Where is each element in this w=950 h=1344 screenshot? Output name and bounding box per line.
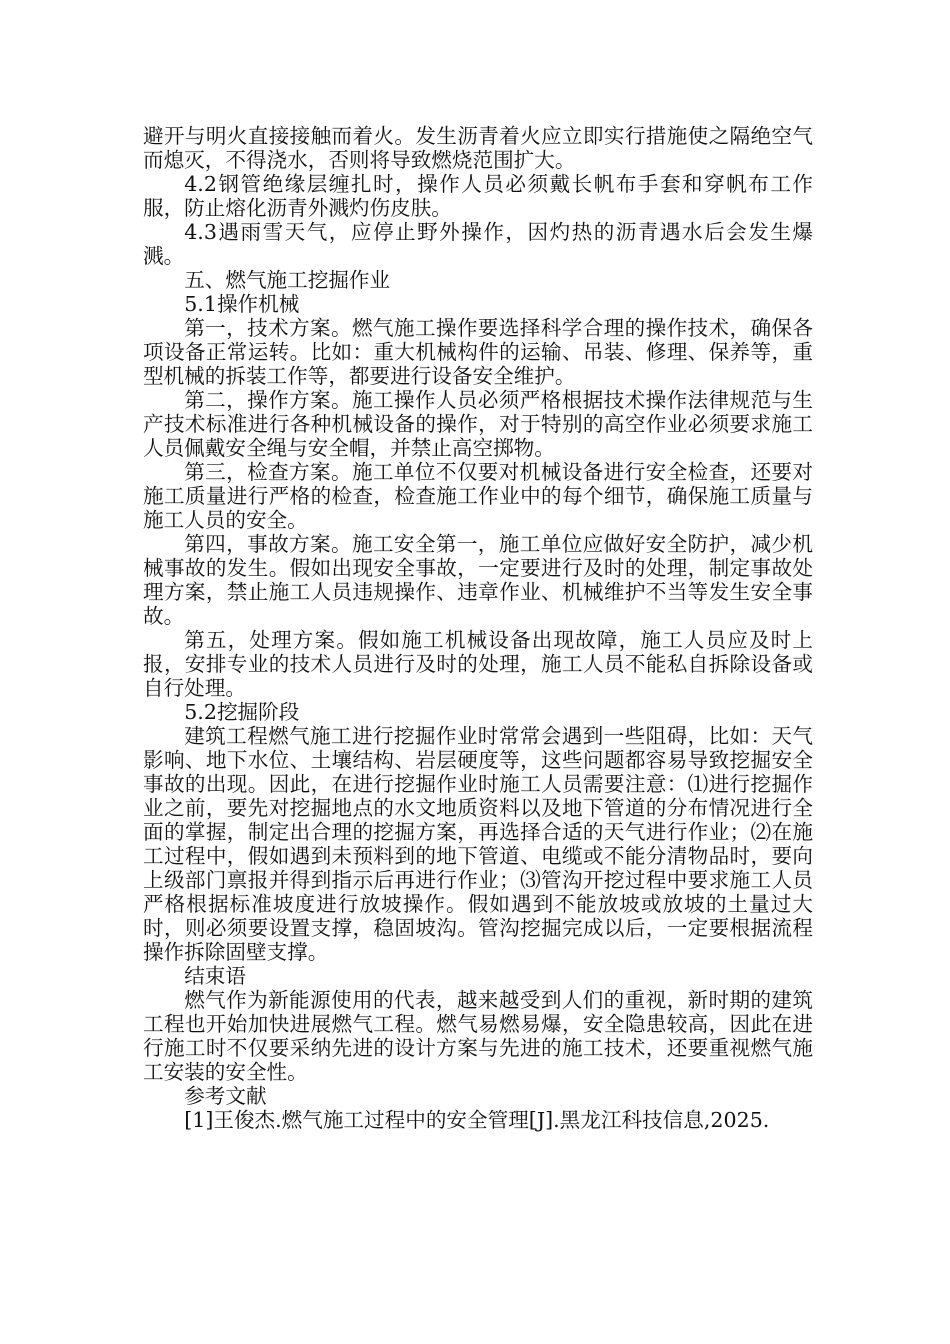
document-body [143, 124, 813, 1132]
reference-item: [1]王俊杰.燃气施工过程中的安全管理[J].黑龙江科技信息,2025. [184, 1108, 770, 1132]
paragraph-fifth-plan: 第五，处理方案。假如施工机械设备出现故障，施工人员应及时上报，安排专业的技术人员进行及时的处理，施工人员不能私自拆除设备或自行处理。 [143, 628, 813, 700]
paragraph-continuation: 避开与明火直接接触而着火。发生沥青着火应立即实行措施使之隔绝空气而熄灭，不得浇水，否则将导致燃烧范围扩大。 [143, 124, 813, 172]
subheading-5-2: 5.2挖掘阶段 [184, 700, 300, 724]
paragraph-4-2: 4.2钢管绝缘层缠扎时，操作人员必须戴长帆布手套和穿帆布工作服，防止熔化沥青外溅灼伤皮肤。 [143, 172, 813, 220]
paragraph-first-plan: 第一，技术方案。燃气施工操作要选择科学合理的操作技术，确保各项设备正常运转。比如：重大机械构件的运输、吊装、修理、保养等，重型机械的拆装工作等，都要进行设备安全维护。 [143, 316, 813, 388]
paragraph-excavation: 建筑工程燃气施工进行挖掘作业时常常会遇到一些阻碍，比如：天气影响、地下水位、土壤结构、岩层硬度等，这些问题都容易导致挖掘安全事故的出现。因此，在进行挖掘作业时施工人员需要注意：⑴进行挖掘作业之前，要先对挖掘地点的水文地质资料以及地下管道的分布情况进行全面的掌握，制定出合理的挖掘方案，再选择合适的天气进行作业；⑵在施工过程中，假如遇到未预料到的地下管道、电缆或不能分清物品时，要向上级部门禀报并得到指示后再进行作业；⑶管沟开挖过程中要求施工人员严格根据标准坡度进行放坡操作。假如遇到不能放坡或放坡的土量过大时，则必须要设置支撑，稳固坡沟。管沟挖掘完成以后，一定要根据流程操作拆除固壁支撑。 [143, 724, 813, 964]
paragraph-fourth-plan: 第四，事故方案。施工安全第一，施工单位应做好安全防护，减少机械事故的发生。假如出现安全事故，一定要进行及时的处理，制定事故处理方案，禁止施工人员违规操作、违章作业、机械维护不当等发生安全事故。 [143, 532, 813, 628]
paragraph-conclusion: 燃气作为新能源使用的代表，越来越受到人们的重视，新时期的建筑工程也开始加快进展燃气工程。燃气易燃易爆，安全隐患较高，因此在进行施工时不仅要采纳先进的设计方案与先进的施工技术，还要重视燃气施工安装的安全性。 [143, 988, 813, 1084]
heading-references: 参考文献 [184, 1084, 267, 1108]
paragraph-third-plan: 第三，检查方案。施工单位不仅要对机械设备进行安全检查，还要对施工质量进行严格的检查，检查施工作业中的每个细节，确保施工质量与施工人员的安全。 [143, 460, 813, 532]
subheading-5-1: 5.1操作机械 [184, 292, 300, 316]
paragraph-4-3: 4.3遇雨雪天气，应停止野外操作，因灼热的沥青遇水后会发生爆溅。 [143, 220, 813, 268]
paragraph-second-plan: 第二，操作方案。施工操作人员必须严格根据技术操作法律规范与生产技术标准进行各种机械设备的操作，对于特别的高空作业必须要求施工人员佩戴安全绳与安全帽，并禁止高空掷物。 [143, 388, 813, 460]
section-heading-5: 五、燃气施工挖掘作业 [184, 268, 391, 292]
heading-conclusion: 结束语 [184, 964, 246, 988]
